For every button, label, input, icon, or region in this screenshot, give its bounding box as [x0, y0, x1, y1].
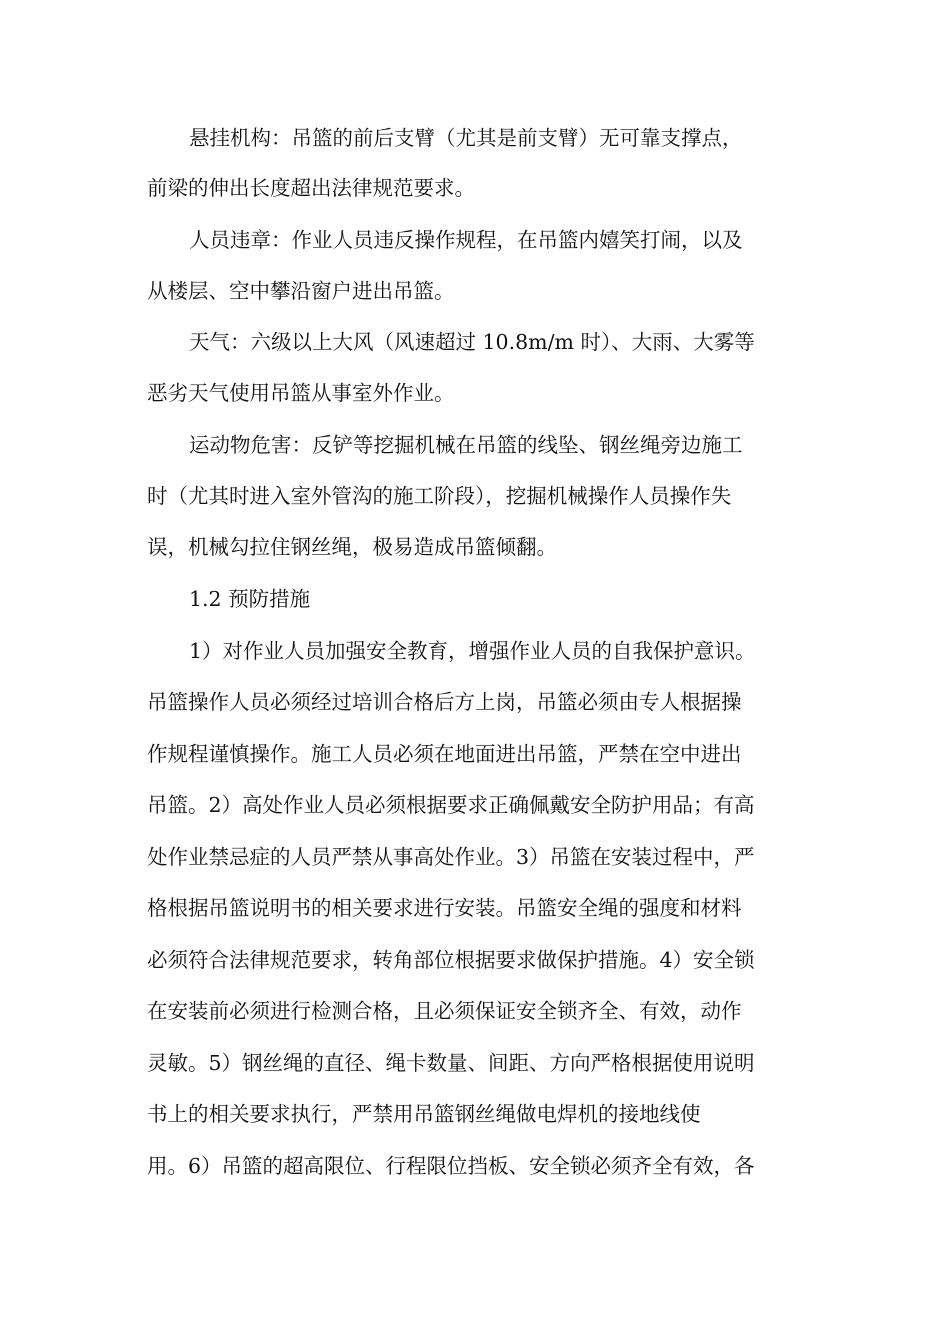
paragraph-measures-line-11: 用。6）吊篮的超高限位、行程限位挡板、安全锁必须齐全有效，各: [147, 1154, 755, 1178]
paragraph-measures-line-4: 吊篮。2）高处作业人员必须根据要求正确佩戴安全防护用品；有高: [147, 793, 755, 817]
section-heading-prevention: 1.2 预防措施: [189, 587, 311, 611]
paragraph-measures-line-5: 处作业禁忌症的人员严禁从事高处作业。3）吊篮在安装过程中，严: [147, 845, 755, 869]
paragraph-measures-line-10: 书上的相关要求执行，严禁用吊篮钢丝绳做电焊机的接地线使: [147, 1102, 701, 1126]
paragraph-measures-line-1: 1）对作业人员加强安全教育，增强作业人员的自我保护意识。: [189, 639, 756, 663]
paragraph-measures-line-3: 作规程谨慎操作。施工人员必须在地面进出吊篮，严禁在空中进出: [147, 742, 742, 766]
paragraph-measures-line-7: 必须符合法律规范要求，转角部位根据要求做保护措施。4）安全锁: [147, 948, 755, 972]
paragraph-measures-line-2: 吊篮操作人员必须经过培训合格后方上岗，吊篮必须由专人根据操: [147, 690, 742, 714]
paragraph-measures-line-9: 灵敏。5）钢丝绳的直径、绳卡数量、间距、方向严格根据使用说明: [147, 1051, 755, 1075]
paragraph-personnel-line-2: 从楼层、空中攀沿窗户进出吊篮。: [147, 279, 455, 303]
paragraph-weather-line-1: 天气：六级以上大风（风速超过 10.8m/m 时）、大雨、大雾等: [189, 330, 755, 354]
paragraph-moving-hazard-line-1: 运动物危害：反铲等挖掘机械在吊篮的线坠、钢丝绳旁边施工: [189, 433, 743, 457]
paragraph-moving-hazard-line-3: 误，机械勾拉住钢丝绳，极易造成吊篮倾翻。: [147, 535, 557, 559]
paragraph-personnel-line-1: 人员违章：作业人员违反操作规程，在吊篮内嬉笑打闹，以及: [189, 228, 743, 252]
paragraph-suspension-line-2: 前梁的伸出长度超出法律规范要求。: [147, 176, 475, 200]
paragraph-measures-line-6: 格根据吊篮说明书的相关要求进行安装。吊篮安全绳的强度和材料: [147, 896, 742, 920]
paragraph-weather-line-2: 恶劣天气使用吊篮从事室外作业。: [147, 381, 455, 405]
paragraph-moving-hazard-line-2: 时（尤其时进入室外管沟的施工阶段），挖掘机械操作人员操作失: [147, 484, 732, 508]
paragraph-measures-line-8: 在安装前必须进行检测合格，且必须保证安全锁齐全、有效，动作: [147, 999, 742, 1023]
paragraph-suspension-line-1: 悬挂机构：吊篮的前后支臂（尤其是前支臂）无可靠支撑点，: [189, 126, 743, 150]
